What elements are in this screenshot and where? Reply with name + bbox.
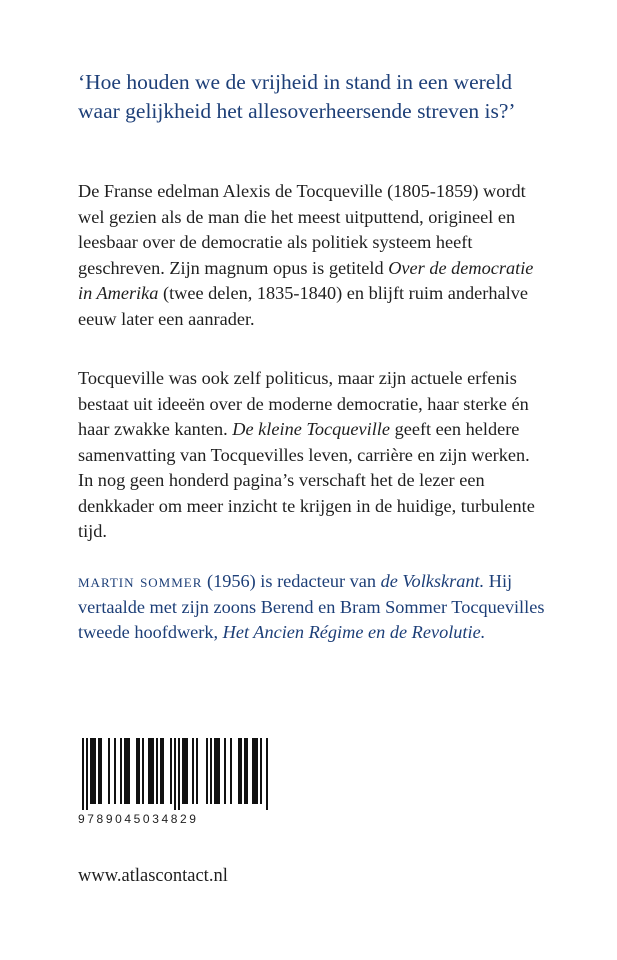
publisher-website: www.atlascontact.nl	[78, 866, 228, 886]
barcode-bar	[148, 738, 150, 804]
paragraph-2-text-b: geeft een heldere samenvatting van Tocquevilles leven, carrière en zijn werken. In nog geen honderd pagina’s verschaft het de lezer een denkkader om meer inzicht te krijgen in de huidige, turbulente tijd.	[78, 419, 535, 541]
barcode-bar	[182, 738, 184, 804]
barcode-bar	[138, 738, 140, 804]
newspaper-title: de Volkskrant.	[380, 571, 485, 591]
barcode-bar	[152, 738, 154, 804]
barcode-bar	[108, 738, 110, 804]
barcode-bar	[82, 738, 84, 810]
barcode-bar	[90, 738, 92, 804]
barcode-bar	[136, 738, 138, 804]
barcode-bar	[150, 738, 152, 804]
barcode-bar	[206, 738, 208, 804]
barcode-bar	[86, 738, 88, 810]
isbn-barcode	[78, 738, 278, 830]
barcode-bar	[224, 738, 226, 804]
barcode-bar	[260, 738, 262, 804]
barcode-bar	[162, 738, 164, 804]
barcode-bar	[256, 738, 258, 804]
barcode-bar	[186, 738, 188, 804]
author-bio	[78, 569, 548, 646]
description-paragraph-2	[78, 366, 548, 545]
translated-book-title: Het Ancien Régime en de Revolutie.	[222, 622, 486, 642]
cover-quote: ‘Hoe houden we de vrijheid in stand in een wereld waar gelijkheid het allesoverheersende streven is?’	[78, 70, 516, 123]
work-title-democratie: Over de democratie in Amerika	[78, 257, 534, 303]
barcode-bar	[238, 738, 240, 804]
barcode-bar	[142, 738, 144, 804]
paragraph-1-text-b: (twee delen, 1835-1840) en blijft ruim anderhalve eeuw later een aanrader.	[78, 283, 528, 329]
barcode-bar	[240, 738, 242, 804]
barcode-bar	[92, 738, 94, 804]
author-name: martin sommer	[78, 571, 203, 591]
paragraph-2-text-a: Tocqueville was ook zelf politicus, maar zijn actuele erfenis bestaat uit ideeën over de moderne democratie, haar sterke én haar zwakke kanten.	[78, 368, 529, 439]
barcode-bar	[100, 738, 102, 804]
barcode-bar	[120, 738, 122, 804]
barcode-bar	[156, 738, 158, 804]
barcode-bar	[218, 738, 220, 804]
barcode-bar	[184, 738, 186, 804]
barcode-bar	[126, 738, 128, 804]
barcode-bar	[174, 738, 176, 810]
barcode-bar	[94, 738, 96, 804]
barcode-bar	[178, 738, 180, 810]
isbn-number: 9789045034829	[78, 812, 199, 826]
barcode-bar	[246, 738, 248, 804]
barcode-bar	[114, 738, 116, 804]
barcode-bar	[244, 738, 246, 804]
barcode-bar	[252, 738, 254, 804]
barcode-bar	[210, 738, 212, 804]
book-title-kleine-tocqueville: De kleine Tocqueville	[232, 419, 390, 439]
barcode-bar	[254, 738, 256, 804]
barcode-bar	[266, 738, 268, 810]
barcode-bar	[124, 738, 126, 804]
barcode-bar	[192, 738, 194, 804]
barcode-bar	[216, 738, 218, 804]
barcode-bar	[214, 738, 216, 804]
barcode-bars	[78, 738, 268, 810]
barcode-bar	[128, 738, 130, 804]
author-bio-text-a: (1956) is redacteur van	[202, 571, 381, 591]
barcode-bar	[98, 738, 100, 804]
barcode-bar	[196, 738, 198, 804]
barcode-bar	[170, 738, 172, 804]
author-bio-text-b: Hij vertaalde met zijn zoons Berend en Bram Sommer Tocquevilles tweede hoofdwerk,	[78, 571, 545, 642]
description-paragraph-1	[78, 179, 548, 332]
barcode-bar	[230, 738, 232, 804]
paragraph-1-text-a: De Franse edelman Alexis de Tocqueville (1805-1859) wordt wel gezien als de man die het meest uitputtend, origineel en leesbaar over de democratie als politiek systeem heeft geschreven. Zijn magnum opus is getiteld	[78, 181, 526, 278]
barcode-bar	[160, 738, 162, 804]
